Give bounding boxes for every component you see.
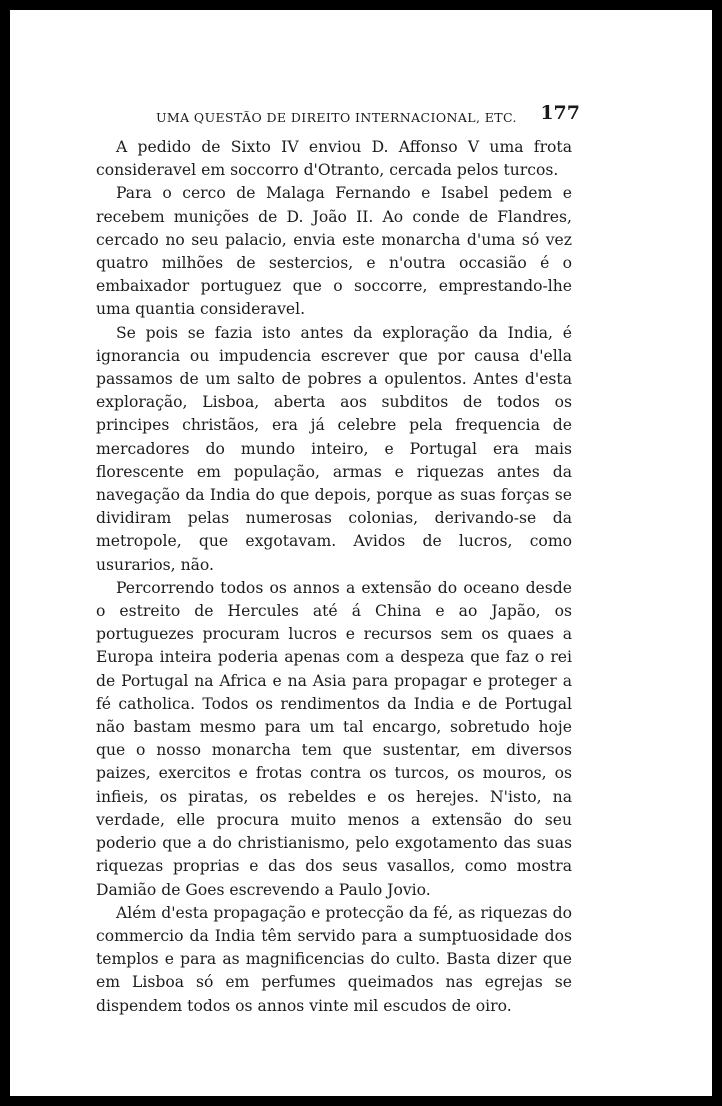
body-text <box>96 136 572 1018</box>
page-header <box>156 102 582 130</box>
running-title: UMA QUESTÃO DE DIREITO INTERNACIONAL, ETC. <box>156 110 517 125</box>
paragraph: Para o cerco de Malaga Fernando e Isabel pedem e recebem munições de D. João II. Ao conde de Flandres, cercado no seu palacio, envia este monarcha d'uma só vez quatro milhões de sestercios, e n'outra occasião é o embaixador portuguez que o soccorre, emprestando-lhe uma quantia consideravel. <box>96 184 572 319</box>
paragraph: Se pois se fazia isto antes da exploração da India, é ignorancia ou impudencia escrever que por causa d'ella passamos de um salto de pobres a opulentos. Antes d'esta exploração, Lisboa, aberta aos subditos de todos os principes christãos, era já celebre pela frequencia de mercadores do mundo inteiro, e Portugal era mais florescente em população, armas e riquezas antes da navegação da India do que depois, porque as suas forças se dividiram pelas numerosas colonias, derivando-se da metropole, que exgotavam. Avidos de lucros, como usurarios, não. <box>96 323 572 574</box>
paragraph: A pedido de Sixto IV enviou D. Affonso V uma frota consideravel em soccorro d'Otranto, cercada pelos turcos. <box>96 138 572 180</box>
paragraph: Percorrendo todos os annos a extensão do oceano desde o estreito de Hercules até á China e ao Japão, os portuguezes procuram lucros e recursos sem os quaes a Europa inteira poderia apenas com a despeza que faz o rei de Portugal na Africa e na Asia para propagar e proteger a fé catholica. Todos os rendimentos da India e de Portugal não bastam mesmo para um tal encargo, sobretudo hoje que o nosso monarcha tem que sustentar, em diversos paizes, exercitos e frotas contra os turcos, os mouros, os infieis, os piratas, os rebeldes e os herejes. N'isto, na verdade, elle procura muito menos a extensão do seu poderio que a do christianismo, pelo exgotamento das suas riquezas proprias e das dos seus vasallos, como mostra Damião de Goes escrevendo a Paulo Jovio. <box>96 578 572 899</box>
page-number: 177 <box>540 102 580 124</box>
paragraph: Além d'esta propagação e protecção da fé, as riquezas do commercio da India têm servido para a sumptuosidade dos templos e para as magnificencias do culto. Basta dizer que em Lisboa só em perfumes queimados nas egrejas se dispendem todos os annos vinte mil escudos de oiro. <box>96 903 572 1015</box>
